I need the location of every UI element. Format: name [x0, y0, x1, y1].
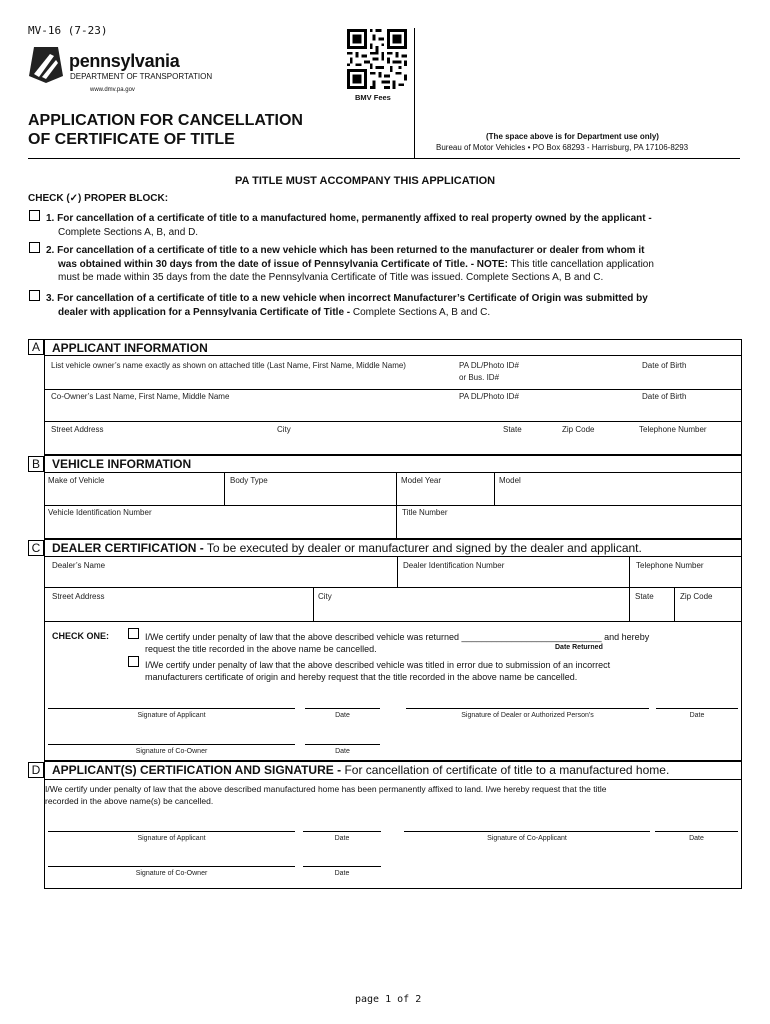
option-3-bold-b: dealer with application for a Pennsylvania Certificate of Title -: [58, 306, 351, 318]
section-d-title-bold: APPLICANT(S) CERTIFICATION AND SIGNATURE -: [52, 763, 342, 777]
date3-line[interactable]: [305, 744, 380, 745]
owner-name-label: List vehicle owner’s name exactly as shown on attached title (Last Name, First Name, Middle Name): [51, 361, 406, 370]
logo-wordmark: pennsylvania: [69, 51, 180, 71]
section-c-rule-2: [44, 587, 742, 588]
section-d-cert-line2: recorded in the above name(s) be cancelled.: [45, 796, 214, 806]
returned-cert-line1: I/We certify under penalty of law that the above described vehicle was returned ____________________________ and hereby: [145, 632, 650, 642]
date2-label: Date: [689, 712, 705, 719]
option-1-bold: 1. For cancellation of a certificate of title to a manufactured home, permanently affixed to real property owned by the applicant -: [46, 213, 652, 224]
d-date2-line[interactable]: [655, 831, 738, 832]
header-rule: [28, 158, 740, 159]
qr-label: BMV Fees: [355, 93, 391, 102]
make-label: Make of Vehicle: [48, 476, 105, 485]
section-b-letter: B: [28, 456, 44, 472]
dealer-phone-label: Telephone Number: [636, 561, 704, 570]
dealer-zip-label: Zip Code: [680, 592, 713, 601]
d-sig-coapplicant-label: Signature of Co-Applicant: [487, 835, 567, 842]
body-type-label: Body Type: [230, 476, 268, 485]
section-d-subtitle: For cancellation of certificate of title to a manufactured home.: [341, 763, 670, 777]
title-number-label: Title Number: [402, 508, 448, 517]
option-3-text: [46, 292, 648, 319]
logo-department: DEPARTMENT OF TRANSPORTATION: [70, 72, 213, 81]
d-sig-applicant-line[interactable]: [48, 831, 295, 832]
coowner-dob-label: Date of Birth: [642, 392, 687, 401]
option-2-text: [46, 244, 654, 285]
d-date1-label: Date: [334, 835, 350, 842]
option-1-checkbox[interactable]: [29, 210, 40, 221]
section-a-rule-3: [44, 421, 742, 422]
telephone-label: Telephone Number: [639, 425, 707, 434]
date-of-birth-label: Date of Birth: [642, 361, 687, 370]
section-c-letter: C: [28, 540, 44, 556]
option-1-normal: Complete Sections A, B, and D.: [58, 226, 199, 238]
dl-photo-id-label: PA DL/Photo ID#: [459, 361, 519, 370]
page-number: page 1 of 2: [355, 994, 422, 1005]
section-c-vline-3: [313, 587, 314, 621]
d-sig-coowner-label: Signature of Co-Owner: [135, 870, 208, 877]
dealer-state-label: State: [635, 592, 654, 601]
d-date2-label: Date: [689, 835, 704, 842]
option-3-normal-b: Complete Sections A, B and C.: [350, 306, 491, 318]
d-date3-label: Date: [334, 870, 350, 877]
returned-checkbox[interactable]: [128, 628, 139, 639]
dealer-city-label: City: [318, 592, 332, 601]
vin-label: Vehicle Identification Number: [48, 508, 152, 517]
city-label: City: [277, 425, 291, 434]
d-sig-coowner-line[interactable]: [48, 866, 295, 867]
option-3-bold-a: 3. For cancellation of a certificate of title to a new vehicle when incorrect Manufacturer’s Certificate of Origin was submitted by: [46, 293, 648, 304]
check-one-label: CHECK ONE:: [52, 631, 110, 641]
error-cert-line2: manufacturers certificate of origin and hereby request that the title recorded in the above name be cancelled.: [145, 672, 578, 682]
bus-id-label: or Bus. ID#: [459, 373, 500, 382]
option-2-normal-b: This title cancellation application: [507, 258, 654, 270]
d-sig-applicant-label: Signature of Applicant: [137, 835, 206, 842]
form-title-line1: APPLICATION FOR CANCELLATION: [28, 112, 303, 129]
section-a-rule-1: [44, 355, 742, 356]
dealer-street-label: Street Address: [52, 592, 105, 601]
form-number: MV-16 (7-23): [28, 24, 108, 37]
section-c-rule-3: [44, 621, 742, 622]
dealer-id-label: Dealer Identification Number: [403, 561, 505, 570]
date1-label: Date: [335, 712, 350, 719]
keystone-logo-icon: [28, 46, 64, 84]
section-c-vline-4: [674, 587, 675, 621]
website-link[interactable]: www.dmv.pa.gov: [90, 87, 135, 93]
sig-dealer-line[interactable]: [406, 708, 649, 709]
section-c-vline-2: [629, 556, 630, 621]
error-cert-text: [145, 659, 610, 683]
title-must-accompany: PA TITLE MUST ACCOMPANY THIS APPLICATION: [235, 175, 496, 187]
section-b-vline-3: [494, 472, 495, 505]
form-title-line2: OF CERTIFICATE OF TITLE: [28, 131, 235, 148]
section-d-rule-1: [44, 779, 742, 780]
state-label: State: [503, 425, 522, 434]
bureau-address: Bureau of Motor Vehicles • PO Box 68293 - Harrisburg, PA 17106-8293: [436, 143, 689, 152]
sig-applicant-line[interactable]: [48, 708, 295, 709]
option-2-bold-b: was obtained within 30 days from the date of issue of Pennsylvania Certificate of Title. - NOTE:: [58, 258, 508, 270]
error-cert-line1: I/We certify under penalty of law that the above described vehicle was titled in error due to submission of an incorrect: [145, 660, 611, 670]
section-a-letter: A: [28, 339, 44, 355]
zip-code-label: Zip Code: [562, 425, 595, 434]
option-1-text: [46, 212, 652, 239]
section-c-subtitle: To be executed by dealer or manufacturer and signed by the dealer and applicant.: [203, 541, 642, 555]
titled-in-error-checkbox[interactable]: [128, 656, 139, 667]
dealer-name-label: Dealer’s Name: [52, 561, 106, 570]
date3-label: Date: [335, 748, 350, 755]
sig-dealer-label: Signature of Dealer or Authorized Person’s: [461, 712, 594, 719]
date1-line[interactable]: [305, 708, 380, 709]
model-label: Model: [499, 476, 521, 485]
section-b-rule-2: [44, 505, 742, 506]
option-3-checkbox[interactable]: [29, 290, 40, 301]
sig-coowner-line[interactable]: [48, 744, 295, 745]
date-returned-label: Date Returned: [555, 644, 603, 651]
sig-coowner-label: Signature of Co-Owner: [135, 748, 208, 755]
section-d-cert-line1: I/We certify under penalty of law that the above described manufactured home has been permanently affixed to land. I/we hereby request that the title: [45, 784, 607, 794]
option-2-bold-a: 2. For cancellation of a certificate of title to a new vehicle which has been returned to the manufacturer or dealer from whom it: [46, 245, 645, 256]
department-use-note: (The space above is for Department use only): [486, 132, 659, 141]
returned-cert-line2: request the title recorded in the above name be cancelled.: [145, 644, 377, 654]
coowner-name-label: Co-Owner’s Last Name, First Name, Middle Name: [51, 392, 230, 401]
section-b-rule-1: [44, 472, 742, 473]
qr-code-icon: [347, 29, 407, 89]
section-b-title: VEHICLE INFORMATION: [52, 457, 192, 471]
returned-cert-text: [145, 631, 649, 655]
section-d-letter: D: [28, 762, 44, 778]
d-date1-line[interactable]: [303, 831, 381, 832]
street-address-label: Street Address: [51, 425, 104, 434]
section-c-vline-1: [397, 556, 398, 587]
check-proper-block: CHECK (✓) PROPER BLOCK:: [28, 193, 169, 204]
model-year-label: Model Year: [401, 476, 442, 485]
section-d-title: [52, 763, 669, 777]
date2-line[interactable]: [656, 708, 738, 709]
d-sig-coapplicant-line[interactable]: [404, 831, 650, 832]
section-c-title-bold: DEALER CERTIFICATION -: [52, 541, 204, 555]
section-c-rule-1: [44, 556, 742, 557]
option-2-checkbox[interactable]: [29, 242, 40, 253]
section-a-title: APPLICANT INFORMATION: [52, 341, 208, 355]
section-d-cert: [45, 783, 607, 807]
section-b-vline-1: [224, 472, 225, 505]
section-c-title: [52, 541, 642, 555]
sig-applicant-label: Signature of Applicant: [137, 712, 206, 719]
option-2-normal-c: must be made within 35 days from the date the Pennsylvania Certificate of Title was issued. Complete Sections A, B and C.: [58, 272, 604, 283]
section-a-rule-2: [44, 389, 742, 390]
header-divider: [414, 28, 415, 158]
coowner-dl-label: PA DL/Photo ID#: [459, 392, 519, 401]
d-date3-line[interactable]: [303, 866, 381, 867]
